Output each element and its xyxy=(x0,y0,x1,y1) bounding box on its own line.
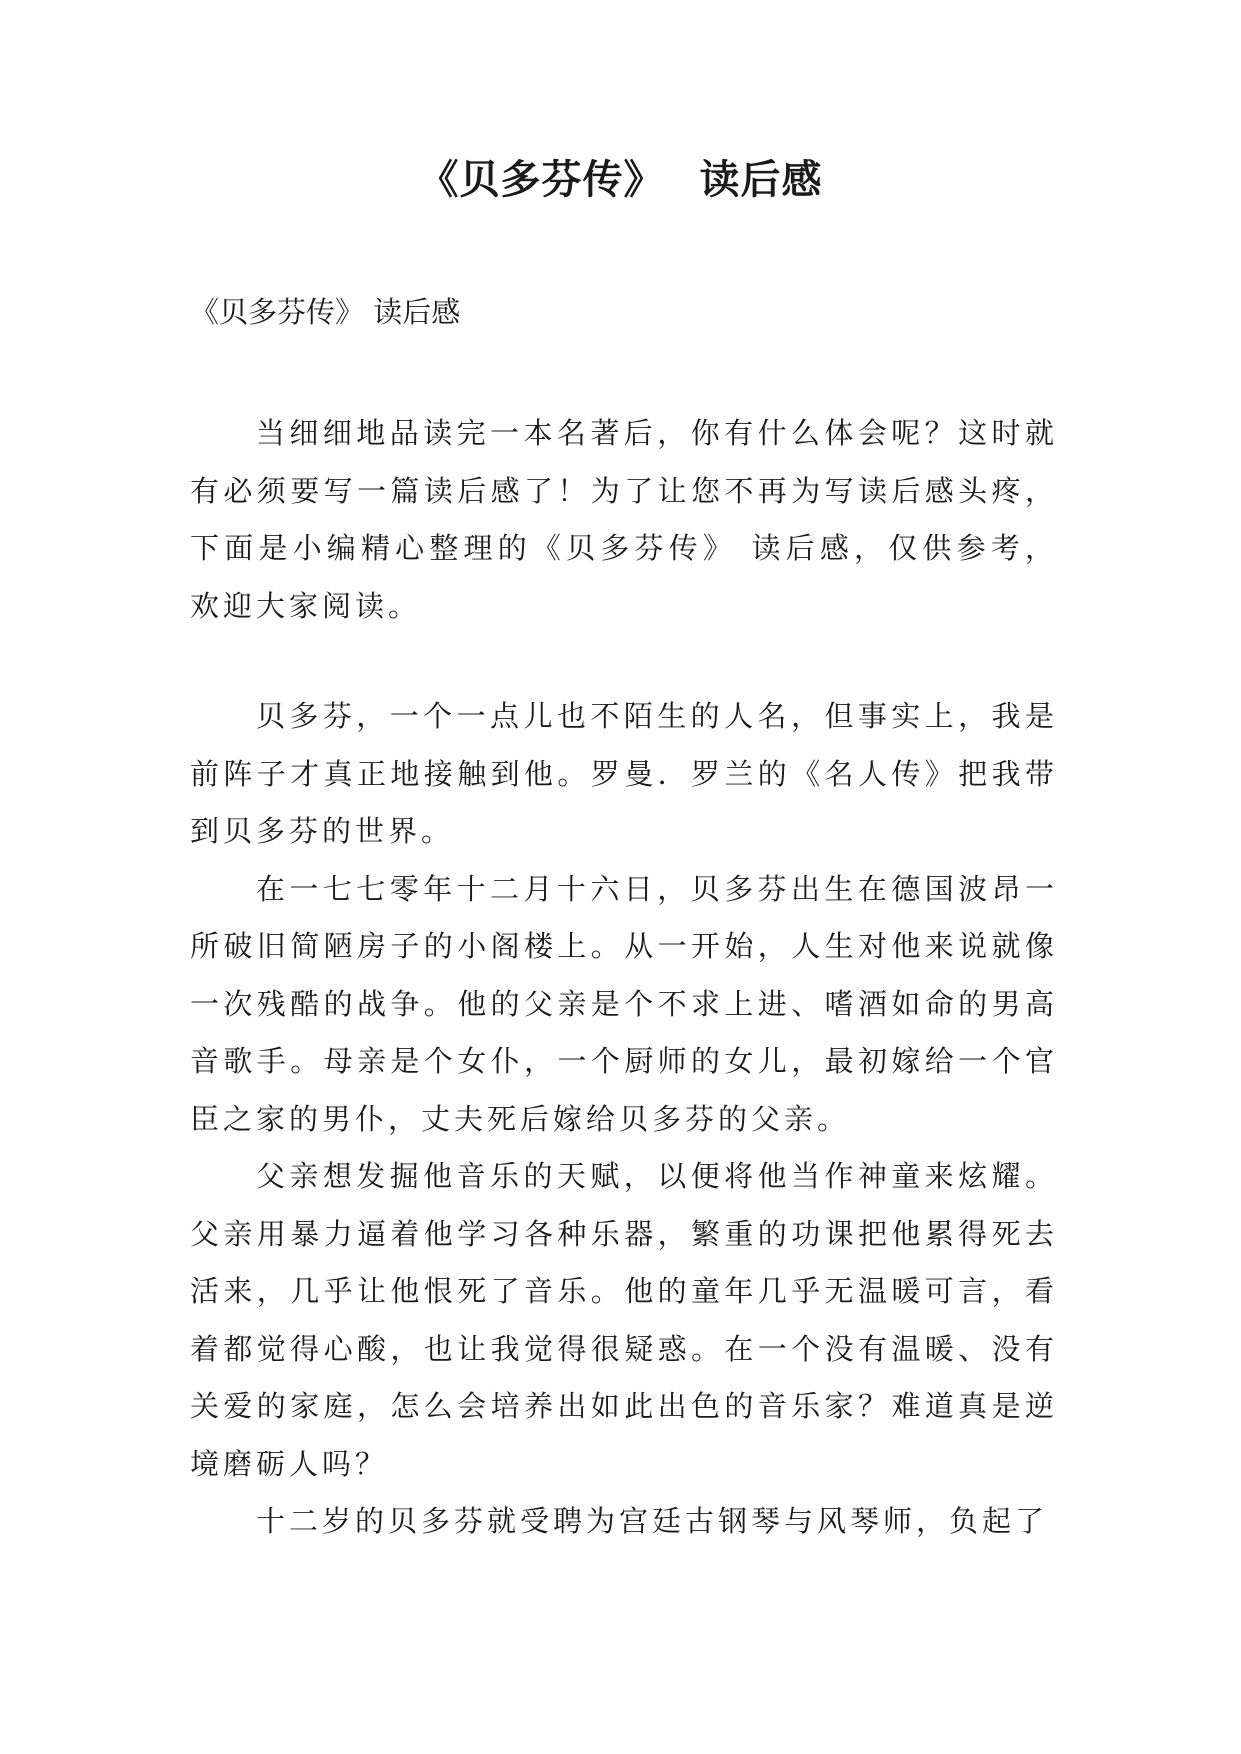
body-paragraph-1: 贝多芬，一个一点儿也不陌生的人名，但事实上，我是前阵子才真正地接触到他。罗曼．罗兰的《名人传》把我带到贝多芬的世界。 xyxy=(190,699,1058,848)
intro-section xyxy=(190,405,1058,635)
body-paragraph-4: 十二岁的贝多芬就受聘为宫廷古钢琴与风琴师，负起了 xyxy=(256,1504,1049,1538)
body-paragraph-2: 在一七七零年十二月十六日，贝多芬出生在德国波昂一所破旧简陋房子的小阁楼上。从一开始，人生对他来说就像一次残酷的战争。他的父亲是个不求上进、嗜酒如命的男高音歌手。母亲是个女仆，一个厨师的女儿，最初嫁给一个官臣之家的男仆，丈夫死后嫁给贝多芬的父亲。 xyxy=(190,871,1058,1136)
intro-paragraph: 当细细地品读完一本名著后，你有什么体会呢？这时就有必须要写一篇读后感了！为了让您不再为写读后感头疼，下面是小编精心整理的《贝多芬传》 读后感，仅供参考，欢迎大家阅读。 xyxy=(190,416,1058,623)
document-title: 《贝多芬传》 读后感 xyxy=(418,157,823,203)
main-section xyxy=(190,688,1058,1551)
body-paragraph-3: 父亲想发掘他音乐的天赋，以便将他当作神童来炫耀。父亲用暴力逼着他学习各种乐器，繁重的功课把他累得死去活来，几乎让他恨死了音乐。他的童年几乎无温暖可言，看着都觉得心酸，也让我觉得很疑惑。在一个没有温暖、没有关爱的家庭，怎么会培养出如此出色的音乐家？难道真是逆境磨砺人吗？ xyxy=(190,1159,1058,1481)
document-subtitle: 《贝多芬传》 读后感 xyxy=(190,295,461,329)
